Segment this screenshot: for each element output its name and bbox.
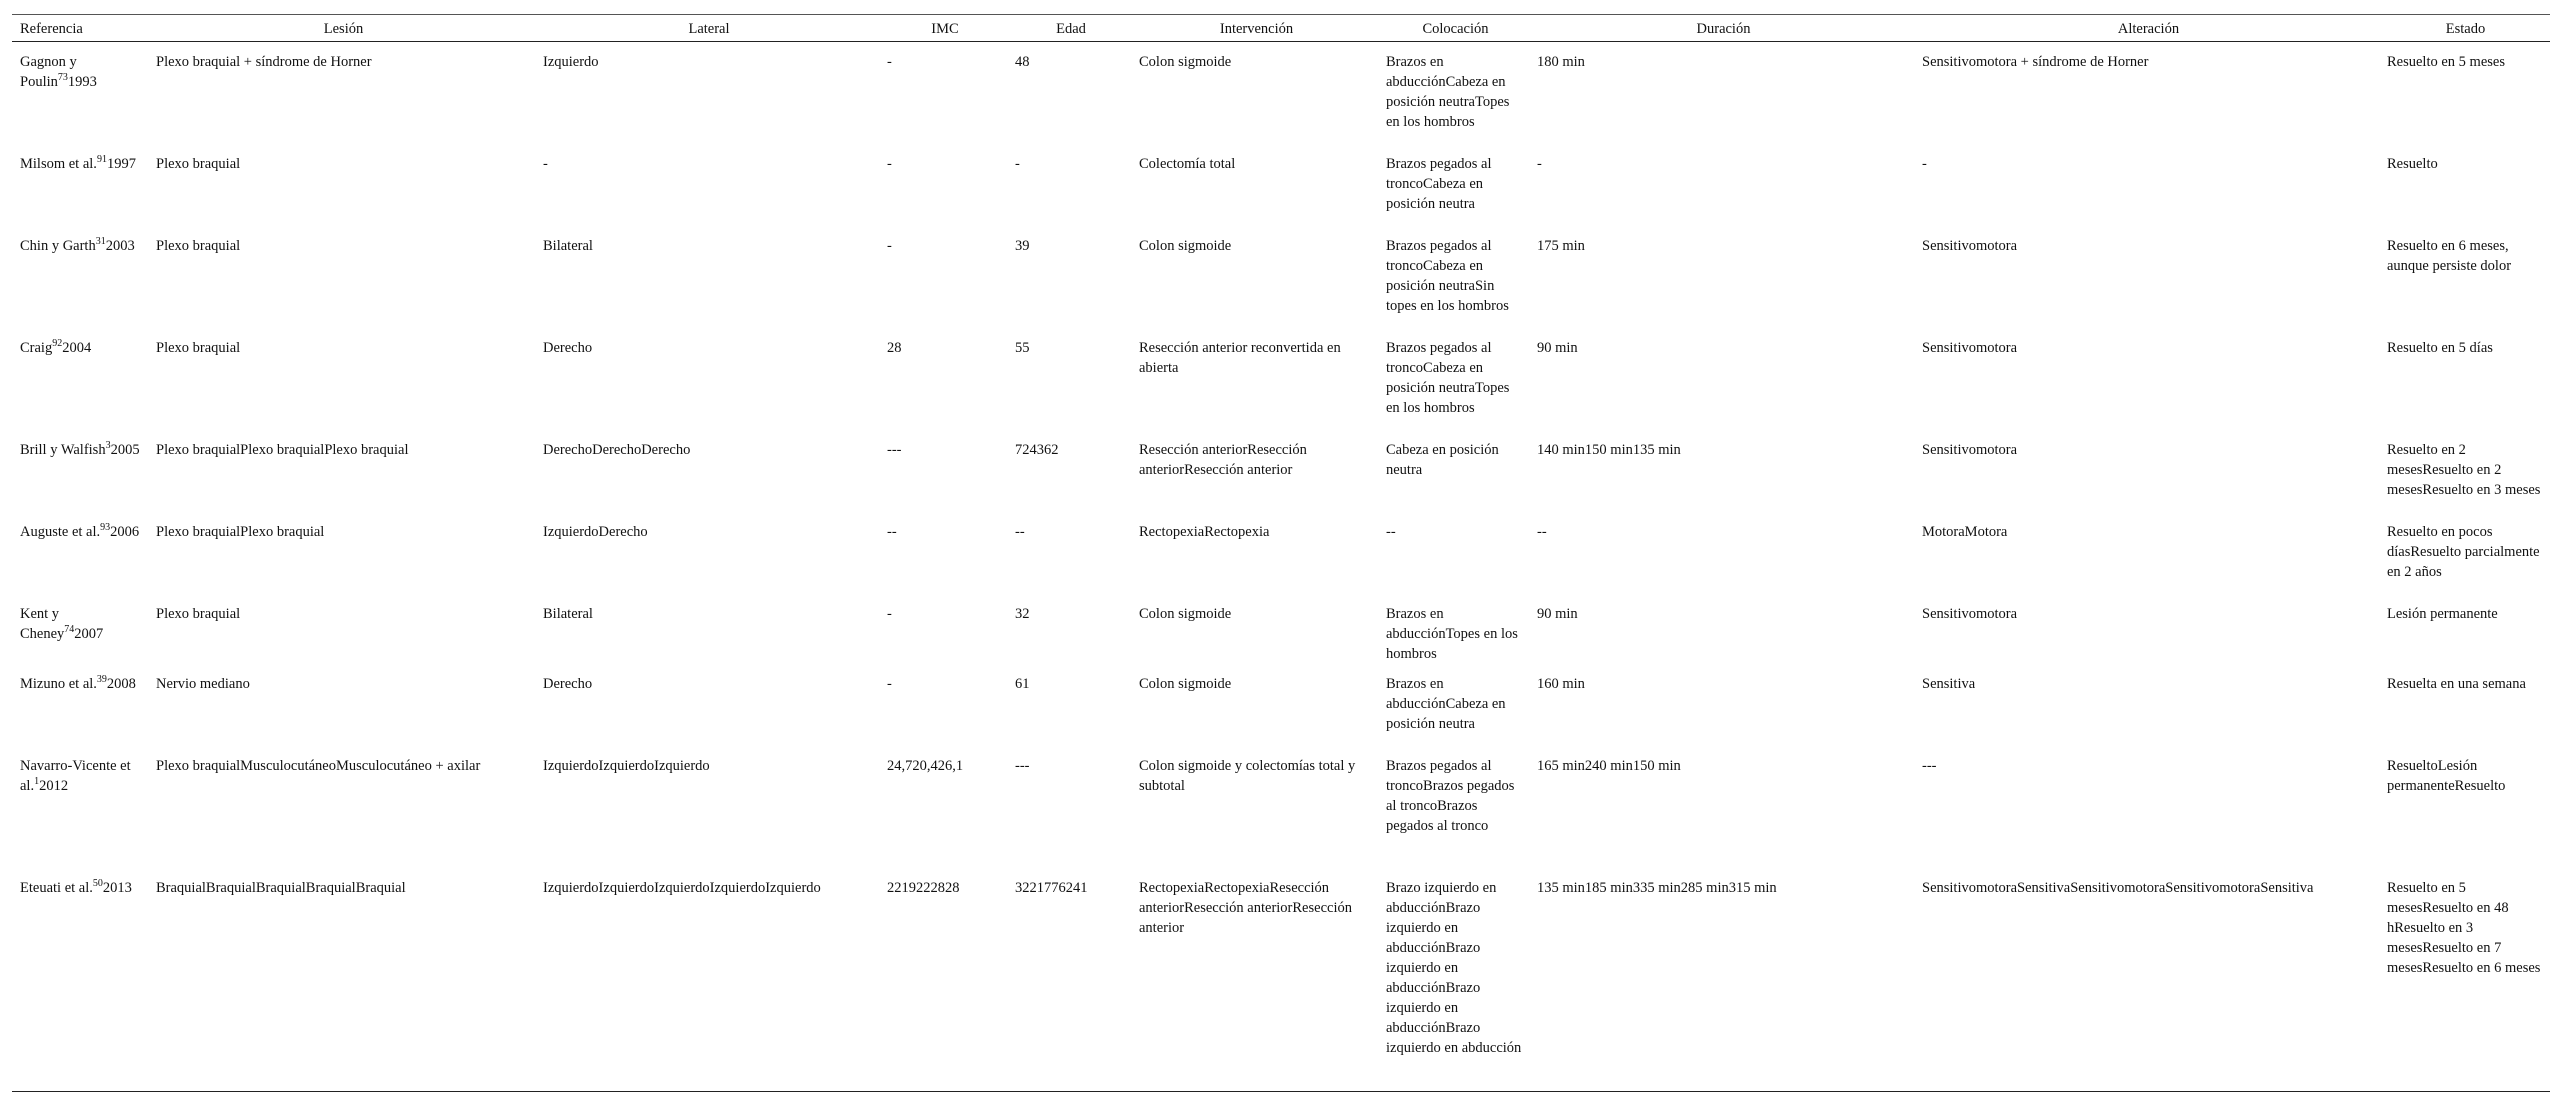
ref-year: 2007 [74,625,104,642]
cell-estado: Resuelto en 5 meses [2387,54,2505,70]
header-lesion: Lesión [150,15,537,42]
cell-referencia [12,746,150,868]
cell-imc: - [887,54,892,70]
cell-intervencion: Colectomía total [1139,155,1236,172]
cell-referencia [12,594,150,664]
ref-citation-number: 39 [96,673,107,685]
table-row [12,42,2550,144]
cell-edad: --- [1015,757,1030,774]
ref-year: 2003 [105,237,135,254]
cell-lateral: IzquierdoIzquierdoIzquierdoIzquierdoIzquierdo [537,868,881,1092]
header-lateral: Lateral [537,15,881,42]
cell-alteracion: Sensitivomotora + síndrome de Horner [1922,54,2149,70]
cell-alteracion: SensitivomotoraSensitivaSensitivomotoraSensitivomotoraSensitiva [1916,868,2381,1092]
table-row [12,430,2550,512]
header-alteracion: Alteración [1916,15,2381,42]
cell-duracion: 175 min [1537,237,1585,254]
cell-duracion: - [1537,155,1542,172]
cell-estado: Resuelto en 5 días [2387,339,2493,356]
ref-authors: Brill y Walfish [20,441,106,458]
cell-colocacion: Brazos pegados al troncoCabeza en posición neutraSin topes en los hombros [1386,237,1509,314]
cell-lesion: Plexo braquial [156,237,241,254]
cell-referencia [12,328,150,430]
cell-alteracion: Sensitivomotora [1922,339,2018,356]
cell-lesion: Plexo braquial [156,155,241,172]
ref-citation-number: 3 [105,439,111,451]
ref-authors: Navarro-Vicente et al. [20,757,131,794]
ref-citation-number: 73 [57,72,68,83]
table-row [12,512,2550,594]
cell-referencia [12,144,150,226]
cell-estado: Resuelto en 2 mesesResuelto en 2 mesesResuelto en 3 meses [2387,441,2541,498]
ref-authors: Kent y Cheney [20,605,65,642]
ref-authors: Gagnon y Poulin [20,54,77,90]
table-row [12,594,2550,664]
ref-year: 1997 [106,155,136,172]
cell-estado: Resuelto en 5 mesesResuelto en 48 hResuelto en 3 mesesResuelto en 7 mesesResuelto en 6 meses [2381,868,2550,1092]
cell-alteracion: --- [1922,757,1937,774]
ref-authors: Craig [20,339,53,356]
cell-lesion: Plexo braquial + síndrome de Horner [156,54,372,70]
cell-referencia [12,512,150,594]
cell-duracion: 135 min185 min335 min285 min315 min [1531,868,1916,1092]
ref-authors: Mizuno et al. [20,675,97,692]
ref-year: 2004 [62,339,92,356]
cell-duracion: 165 min240 min150 min [1537,757,1681,774]
ref-authors: Auguste et al. [20,523,101,540]
cell-intervencion: Colon sigmoide [1139,237,1232,254]
cell-lesion: Plexo braquialPlexo braquialPlexo braquial [156,441,409,458]
ref-authors: Eteuati et al. [20,879,93,896]
cell-intervencion: Colon sigmoide y colectomías total y subtotal [1139,757,1356,794]
cell-estado: Resuelto en pocos díasResuelto parcialmente en 2 años [2387,523,2540,580]
cell-intervencion: Resección anterior reconvertida en abierta [1139,339,1341,376]
cell-colocacion: Cabeza en posición neutra [1386,441,1499,478]
cell-imc: 2219222828 [881,868,1009,1092]
header-edad: Edad [1009,15,1133,42]
ref-citation-number: 91 [96,153,107,165]
header-imc: IMC [881,15,1009,42]
cell-colocacion: Brazos en abducciónCabeza en posición neutra [1386,675,1506,732]
cell-referencia [12,226,150,328]
cell-referencia [12,868,150,1092]
cell-alteracion: - [1922,155,1927,172]
cell-intervencion: Resección anteriorResección anteriorResección anterior [1139,441,1307,478]
header-duracion: Duración [1531,15,1916,42]
cell-estado: Resuelto [2387,155,2438,172]
cell-intervencion: Colon sigmoide [1139,605,1232,622]
table-row [12,746,2550,868]
cell-edad: 61 [1015,675,1030,692]
cell-lateral: Izquierdo [543,54,599,70]
ref-citation-number: 1 [34,775,40,787]
cell-intervencion: Colon sigmoide [1139,675,1232,692]
cell-lesion: Plexo braquial [156,605,241,622]
cell-lesion: Nervio mediano [156,675,250,692]
cell-referencia [12,430,150,512]
cell-lateral: DerechoDerechoDerecho [543,441,691,458]
cell-duracion: -- [1537,523,1547,540]
ref-citation-number: 92 [52,337,63,349]
table-row [12,226,2550,328]
cell-colocacion: Brazos en abducciónTopes en los hombros [1386,605,1518,662]
header-referencia: Referencia [12,15,150,42]
nerve-injury-table [12,14,2550,1092]
table-row [12,144,2550,226]
cell-imc: - [887,675,892,692]
table-row [12,868,2550,1092]
table-row [12,664,2550,746]
cell-lateral: Derecho [543,675,593,692]
cell-colocacion: Brazo izquierdo en abducciónBrazo izquierdo en abducciónBrazo izquierdo en abducciónBrazo izquierdo en abducciónBrazo izquierdo en abducción [1380,868,1531,1092]
cell-colocacion: Brazos en abducciónCabeza en posición neutraTopes en los hombros [1386,54,1510,130]
header-intervencion: Intervención [1133,15,1380,42]
cell-edad: - [1015,155,1020,172]
cell-imc: --- [887,441,902,458]
ref-authors: Milsom et al. [20,155,97,172]
cell-edad: 55 [1015,339,1030,356]
cell-edad: 724362 [1015,441,1059,458]
cell-alteracion: Sensitivomotora [1922,441,2018,458]
cell-estado: Resuelto en 6 meses, aunque persiste dolor [2387,237,2512,274]
table-header-row [12,15,2550,42]
cell-edad: -- [1015,523,1025,540]
cell-referencia [12,42,150,144]
cell-lesion: BraquialBraquialBraquialBraquialBraquial [150,868,537,1092]
ref-citation-number: 93 [100,521,111,533]
ref-year: 2012 [39,777,69,794]
ref-year: 2013 [102,879,132,896]
cell-lesion: Plexo braquialPlexo braquial [156,523,325,540]
header-estado: Estado [2381,15,2550,42]
header-colocacion: Colocación [1380,15,1531,42]
cell-colocacion: Brazos pegados al troncoCabeza en posición neutra [1386,155,1492,212]
cell-duracion: 90 min [1537,605,1578,622]
cell-edad: 3221776241 [1009,868,1133,1092]
ref-citation-number: 74 [64,623,75,635]
cell-lateral: - [543,155,548,172]
cell-colocacion: Brazos pegados al troncoBrazos pegados al troncoBrazos pegados al tronco [1386,757,1515,834]
ref-year: 2006 [110,523,140,540]
cell-alteracion: Sensitivomotora [1922,605,2018,622]
cell-edad: 48 [1015,54,1030,70]
cell-imc: - [887,605,892,622]
cell-colocacion: -- [1386,523,1396,540]
cell-alteracion: Sensitiva [1922,675,1976,692]
cell-lateral: IzquierdoDerecho [543,523,648,540]
cell-alteracion: MotoraMotora [1922,523,2008,540]
cell-duracion: 140 min150 min135 min [1537,441,1681,458]
ref-year: 2005 [110,441,140,458]
table-row [12,328,2550,430]
cell-imc: -- [887,523,897,540]
cell-colocacion: Brazos pegados al troncoCabeza en posición neutraTopes en los hombros [1386,339,1510,416]
cell-lateral: Bilateral [543,237,593,254]
ref-year: 1993 [67,74,97,90]
cell-lateral: Derecho [543,339,593,356]
cell-edad: 39 [1015,237,1030,254]
cell-imc: 28 [887,339,902,356]
ref-authors: Chin y Garth [20,237,96,254]
cell-alteracion: Sensitivomotora [1922,237,2018,254]
cell-duracion: 180 min [1537,54,1585,70]
ref-citation-number: 50 [92,877,103,889]
cell-lateral: Bilateral [543,605,593,622]
cell-intervencion: RectopexiaRectopexiaResección anteriorResección anteriorResección anterior [1133,868,1380,1092]
cell-lateral: IzquierdoIzquierdoIzquierdo [543,757,710,774]
cell-edad: 32 [1015,605,1030,622]
cell-imc: 24,720,426,1 [887,757,964,774]
cell-duracion: 90 min [1537,339,1578,356]
ref-year: 2008 [106,675,136,692]
cell-duracion: 160 min [1537,675,1585,692]
cell-estado: Lesión permanente [2387,605,2498,622]
cell-intervencion: RectopexiaRectopexia [1139,523,1270,540]
cell-lesion: Plexo braquial [156,339,241,356]
cell-estado: Resuelta en una semana [2387,675,2526,692]
ref-citation-number: 31 [95,235,106,247]
cell-imc: - [887,155,892,172]
cell-imc: - [887,237,892,254]
cell-referencia [12,664,150,746]
cell-lesion: Plexo braquialMusculocutáneoMusculocutáneo + axilar [156,757,481,774]
cell-intervencion: Colon sigmoide [1139,54,1232,70]
cell-estado: ResueltoLesión permanenteResuelto [2387,757,2506,794]
